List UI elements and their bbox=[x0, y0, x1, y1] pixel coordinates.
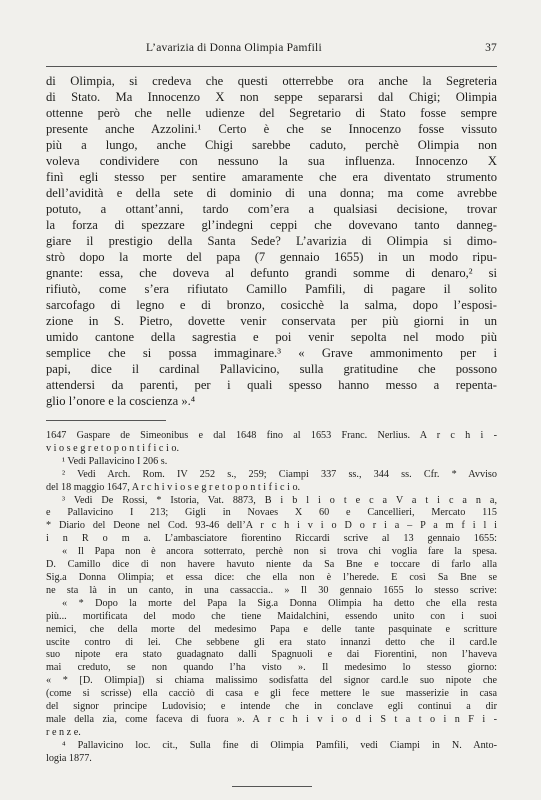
footnote-line: ⁴ Pallavicino loc. cit., Sulla fine di Olimpia Pamfili, vedi Ciampi in N. Anto- bbox=[62, 739, 497, 751]
running-title: L’avarizia di Donna Olimpia Pamfili bbox=[146, 42, 322, 54]
footnote-line: del signor principe Ludovisio; e intende che in conclave egli continui a dir bbox=[46, 701, 497, 713]
text-line: gnante: essa, che doveva al defunto grandi somme di denaro,² si bbox=[46, 266, 497, 280]
footnote-line: ² Vedi Arch. Rom. IV 252 s., 259; Ciampi 337 ss., 344 ss. Cfr. * Avviso bbox=[62, 468, 497, 480]
footnote-line: « * [D. Olimpia]) si chiama malissimo sodisfatta del signor card.le suo nipote che bbox=[46, 675, 497, 687]
text-line: presente anche Azzolini.¹ Certo è che se Innocenzo fosse vissuto bbox=[46, 122, 497, 136]
text-line: zione in S. Pietro, dovette venir conservata per più giorni in un bbox=[46, 314, 497, 328]
text-line: umido cantone della sagrestia e poi venir sepolta nel modo più bbox=[46, 330, 497, 344]
footnote-line: suo nipote era stato guadagnato dalli Spagnuoli e dai Fiorentini, non l’haveva bbox=[46, 649, 497, 661]
text-line: potuto, a ottant’anni, tardo com’era a qualsiasi decisione, trovar bbox=[46, 202, 497, 216]
footnote-line: uscite contro di lei. Che sebbene gli era stato innanzi detto che il card.le bbox=[46, 636, 497, 648]
text-line: rifiutò, come s’era rifiutato Camillo Pamfili, di pagare il solito bbox=[46, 282, 497, 296]
footnotes bbox=[46, 430, 497, 766]
text-line: finì egli stesso per sentire amaramente che era diventato strumento bbox=[46, 170, 497, 184]
text-line: di Olimpia, si credeva che questi otterrebbe ora anche la Segreteria bbox=[46, 74, 497, 88]
footnote-line: * Diario del Deone nel Cod. 93-46 dell’A r c h i v i o D o r i a – P a m f i l i bbox=[46, 520, 497, 532]
footnote-line: più... mortificata del modo che tiene Maidalchini, essendo unito con i suoi bbox=[46, 610, 497, 622]
footnote-line: « Il Papa non è ancora sotterrato, perchè non si trova chi voglia fare la spesa. bbox=[62, 546, 497, 558]
text-line: glio l’onore e la coscienza ».⁴ bbox=[46, 394, 196, 408]
text-line: di Stato. Ma Innocenzo X non seppe separarsi dal Chigi; Olimpia bbox=[46, 90, 497, 104]
footnote-line: logia 1877. bbox=[46, 752, 92, 764]
page-number: 37 bbox=[485, 42, 497, 54]
running-header bbox=[46, 42, 497, 60]
footnote-line: male della zia, come faceva di fuora ». A r c h i v i o d i S t a t o i n F i - bbox=[46, 713, 497, 725]
footnote-line: « * Dopo la morte del Papa la Sig.a Donna Olimpia ha detto che ella resta bbox=[62, 597, 497, 609]
footnote-line: r e n z e. bbox=[46, 726, 81, 738]
text-line: sarcofago di legno e di bronzo, cosicchè la salma, dopo l’esposi- bbox=[46, 298, 497, 312]
header-rule bbox=[46, 66, 497, 67]
text-line: semplice che si possa immaginare.³ « Grave ammonimento per i bbox=[46, 346, 497, 360]
footnote-line: mai creduto, se non quando l’ha visto ». Il medesimo lo stesso giorno: bbox=[46, 662, 497, 674]
text-line: giare il prestigio della Santa Sede? L’avarizia di Olimpia si dimo- bbox=[46, 234, 497, 248]
footnote-line: 1647 Gaspare de Simeonibus e dal 1648 fino al 1653 Franc. Nerlius. A r c h i - bbox=[46, 430, 497, 441]
footnote-line: ne sta là in un canto, in una cassaccia.. » Il 30 gennaio 1655 lo stesso scrive: bbox=[46, 584, 497, 596]
end-rule bbox=[232, 786, 312, 787]
footnote-line: (come si scrisse) ella cacciò di casa e gli fece mettere le sue masserizie in casa bbox=[46, 688, 497, 700]
text-line: ottenne però che nelle udienze del Segretario di Stato fosse sempre bbox=[46, 106, 497, 120]
text-line: la forza di spezzare gl’indegni ceppi che dovevano tanto danneg- bbox=[46, 218, 497, 232]
footnote-line: ³ Vedi De Rossi, * Istoria, Vat. 8873, B i b l i o t e c a V a t i c a n a, bbox=[62, 494, 497, 506]
footnote-separator bbox=[46, 420, 166, 421]
footnote-line: Sig.a Donna Olimpia; et essa dice: che ella non è l’herede. E così Sa Bne se bbox=[46, 571, 497, 583]
text-line: attendersi da parenti, per i quali spesso hanno messo a repenta- bbox=[46, 378, 497, 392]
footnote-line: D. Camillo dice di non havere havuto niente da Sa Bne e toccare di farlo alla bbox=[46, 559, 497, 571]
text-line: più a lungo, anche Chigi sarebbe caduto, perchè Olimpia non bbox=[46, 138, 497, 152]
footnote-line: del 18 maggio 1647, A r c h i v i o s e g r e t o p o n t i f i c i o. bbox=[46, 481, 301, 493]
footnote-line: v i o s e g r e t o p o n t i f i c i o. bbox=[46, 442, 179, 454]
text-line: dell’avidità e della sete di dominio di una donna; ma come avrebbe bbox=[46, 186, 497, 200]
main-text bbox=[46, 73, 497, 409]
text-line: strò dopo la morte del papa (7 gennaio 1655) in un modo ripu- bbox=[46, 250, 497, 264]
footnote-line: nemici, che della morte del medesimo Papa e delle tante pasquinate e scritture bbox=[46, 623, 497, 635]
text-line: papi, dice il cardinal Pallavicino, sulla gratitudine che possono bbox=[46, 362, 497, 376]
footnote-line: e Pallavicino I 213; Gigli in Novaes X 60 e Cancellieri, Mercato 115 bbox=[46, 507, 497, 519]
text-line: voleva condividere con nessuno la sua influenza. Innocenzo X bbox=[46, 154, 497, 168]
footnote-line: i n R o m a. L’ambasciatore fiorentino Riccardi scrive al 13 gennaio 1655: bbox=[46, 533, 497, 545]
footnote-line: ¹ Vedi Pallavicino I 206 s. bbox=[62, 455, 168, 467]
